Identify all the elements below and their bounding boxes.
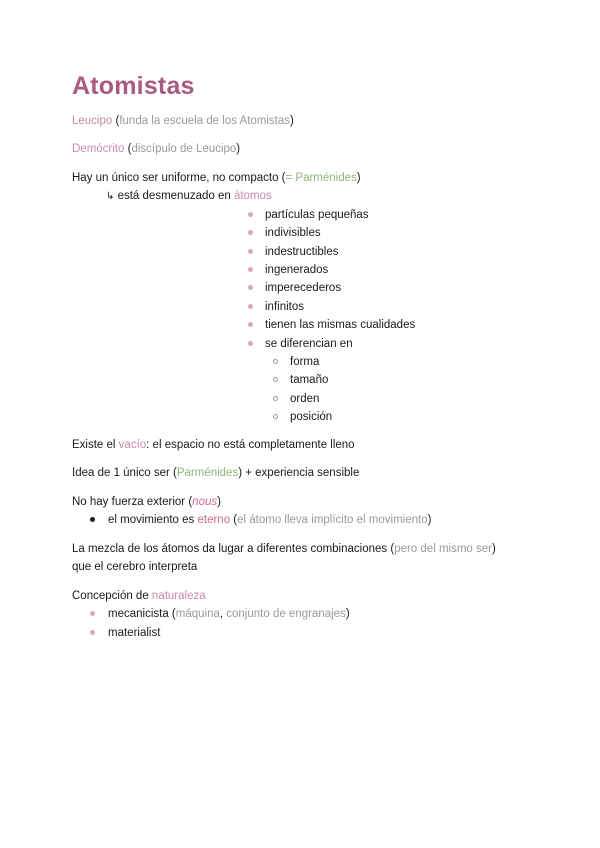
concepcion-term: naturaleza — [151, 590, 206, 602]
list-item: orden — [290, 393, 320, 405]
list-item: indivisibles — [265, 227, 321, 239]
circle-bullet-icon — [273, 396, 278, 401]
mecanicista-a: máquina — [175, 608, 220, 620]
fuerza-line — [72, 495, 221, 509]
list-item: imperecederos — [265, 282, 342, 294]
leucipo-line: Leucipo (funda la escuela de los Atomistas) — [72, 115, 294, 127]
circle-bullet-icon — [273, 377, 278, 382]
mezcla-pre: La mezcla de los átomos da lugar a diferentes combinaciones ( — [72, 543, 395, 555]
mecanicista-line — [108, 607, 350, 621]
leucipo-note: funda la escuela de los Atomistas — [119, 115, 291, 127]
leucipo-name: Leucipo — [72, 115, 113, 127]
movimiento-term: eterno — [197, 514, 231, 526]
list-item: se diferencian en — [265, 338, 353, 350]
ser-sub-term: átomos — [233, 190, 272, 202]
list-item: tienen las mismas cualidades — [265, 319, 416, 331]
mecanicista-sep: , — [219, 608, 227, 620]
mezcla-post: ) — [491, 543, 496, 555]
list-item: indestructibles — [265, 246, 339, 258]
ser-close: ) — [356, 172, 361, 184]
list-item: infinitos — [265, 301, 304, 313]
page-title: Atomistas — [72, 72, 195, 100]
arrow-icon: ↳ — [106, 191, 115, 202]
bullet-icon — [248, 249, 253, 254]
materialist-line: materialist — [108, 627, 161, 639]
concepcion-line — [72, 589, 206, 603]
bullet-icon — [248, 230, 253, 235]
bullet-icon — [248, 304, 253, 309]
idea-post: ) + experiencia sensible — [238, 467, 360, 479]
idea-ref: Parménides — [176, 467, 239, 479]
mecanicista-pre: mecanicista ( — [108, 608, 176, 620]
list-item: forma — [290, 356, 320, 368]
circle-bullet-icon — [273, 359, 278, 364]
vacio-line — [72, 438, 355, 452]
ser-line — [72, 171, 361, 185]
bullet-icon — [248, 212, 253, 217]
circle-bullet-icon — [273, 414, 278, 419]
mezcla-line-2: que el cerebro interpreta — [72, 561, 198, 573]
list-item: ingenerados — [265, 264, 329, 276]
movimiento-line: el movimiento es eterno (el átomo lleva implícito el movimiento) — [108, 514, 432, 526]
concepcion-pre: Concepción de — [72, 590, 152, 602]
bullet-icon — [90, 517, 95, 522]
bullet-icon — [248, 285, 253, 290]
bullet-icon — [90, 611, 95, 616]
ser-sub-text: está desmenuzado en — [117, 190, 234, 202]
list-item: posición — [290, 411, 333, 423]
mecanicista-post: ) — [345, 608, 350, 620]
mezcla-note: pero del mismo ser — [394, 543, 492, 555]
bullet-icon — [248, 322, 253, 327]
ser-ref: = Parménides — [285, 172, 357, 184]
fuerza-term: nous — [192, 496, 218, 508]
mezcla-line — [72, 542, 496, 556]
vacio-pre: Existe el — [72, 439, 119, 451]
movimiento-note: el átomo lleva implícito el movimiento — [237, 514, 428, 526]
idea-line — [72, 466, 359, 480]
bullet-icon — [248, 267, 253, 272]
bullet-icon — [248, 341, 253, 346]
list-item: partículas pequeñas — [265, 209, 369, 221]
democrito-line: Demócrito (discípulo de Leucipo) — [72, 143, 241, 155]
vacio-post: : el espacio no está completamente lleno — [146, 439, 355, 451]
ser-sub-line — [106, 189, 272, 204]
democrito-name: Demócrito — [72, 143, 125, 155]
list-item: tamaño — [290, 374, 329, 386]
vacio-term: vacío — [118, 439, 147, 451]
movimiento-pre: el movimiento es — [108, 514, 198, 526]
idea-pre: Idea de 1 único ser ( — [72, 467, 177, 479]
fuerza-post: ) — [217, 496, 221, 508]
ser-text: Hay un único ser uniforme, no compacto ( — [72, 172, 286, 184]
mecanicista-b: conjunto de engranajes — [226, 608, 346, 620]
bullet-icon — [90, 630, 95, 635]
democrito-note: discípulo de Leucipo — [131, 143, 237, 155]
fuerza-pre: No hay fuerza exterior ( — [72, 496, 193, 508]
